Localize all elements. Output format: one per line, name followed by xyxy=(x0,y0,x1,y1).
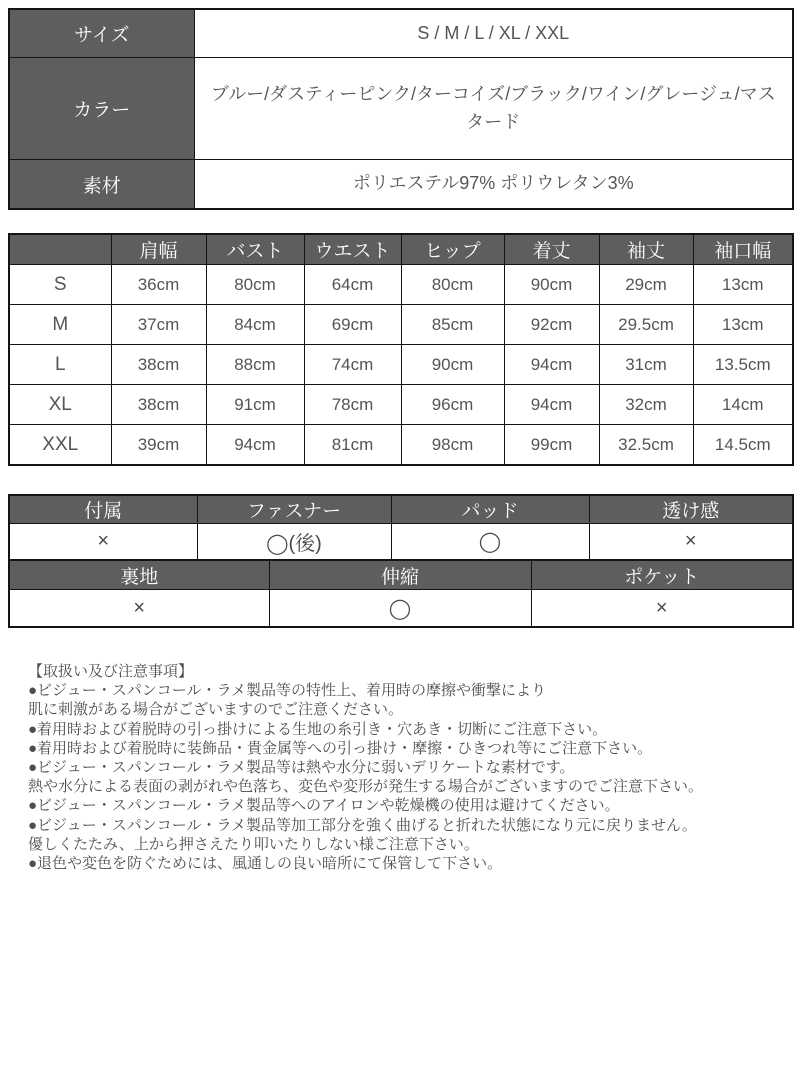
feature-value-fastener: ◯(後) xyxy=(197,524,391,561)
spec-value-color: ブルー/ダスティーピンク/ターコイズ/ブラック/ワイン/グレージュ/マスタード xyxy=(194,58,793,160)
measurement-cell: 29cm xyxy=(599,265,693,305)
measurement-cell: 94cm xyxy=(504,345,599,385)
size-cell: M xyxy=(9,305,111,345)
feature-value-accessory: × xyxy=(9,524,197,561)
feature-value-lining: × xyxy=(9,590,269,628)
column-header-accessory: 付属 xyxy=(9,495,197,524)
column-header-sleeve: 袖丈 xyxy=(599,234,693,265)
features-header-row xyxy=(9,560,793,590)
measurement-cell: 64cm xyxy=(304,265,401,305)
measurement-cell: 74cm xyxy=(304,345,401,385)
feature-value-pocket: × xyxy=(531,590,793,628)
column-header-length: 着丈 xyxy=(504,234,599,265)
measurement-cell: 96cm xyxy=(401,385,504,425)
note-line: ●退色や変色を防ぐためには、風通しの良い暗所にて保管して下さい。 xyxy=(28,855,503,873)
spec-value-material: ポリエステル97% ポリウレタン3% xyxy=(194,160,793,210)
table-row xyxy=(9,58,793,160)
column-header-bust: バスト xyxy=(206,234,304,265)
measurement-cell: 36cm xyxy=(111,265,206,305)
column-header-shoulder: 肩幅 xyxy=(111,234,206,265)
feature-value-stretch: ◯ xyxy=(269,590,531,628)
spec-label-size: サイズ xyxy=(9,9,194,58)
measurement-cell: 94cm xyxy=(206,425,304,466)
measurement-cell: 90cm xyxy=(504,265,599,305)
measurement-cell: 80cm xyxy=(401,265,504,305)
table-row xyxy=(9,345,793,385)
column-header-hip: ヒップ xyxy=(401,234,504,265)
column-header-sheerness: 透け感 xyxy=(589,495,793,524)
measurement-cell: 13.5cm xyxy=(693,345,793,385)
column-header-waist: ウエスト xyxy=(304,234,401,265)
size-cell: L xyxy=(9,345,111,385)
size-cell: S xyxy=(9,265,111,305)
table-row xyxy=(9,305,793,345)
measurement-cell: 94cm xyxy=(504,385,599,425)
measurement-cell: 99cm xyxy=(504,425,599,466)
size-cell: XXL xyxy=(9,425,111,466)
column-header-lining: 裏地 xyxy=(9,560,269,590)
table-row xyxy=(9,265,793,305)
measurement-cell: 29.5cm xyxy=(599,305,693,345)
column-header-pocket: ポケット xyxy=(531,560,793,590)
measurement-cell: 32.5cm xyxy=(599,425,693,466)
measurement-cell: 80cm xyxy=(206,265,304,305)
measurement-cell: 92cm xyxy=(504,305,599,345)
column-header-pad: パッド xyxy=(391,495,589,524)
measurement-cell: 31cm xyxy=(599,345,693,385)
table-row xyxy=(9,9,793,58)
note-line: 熱や水分による表面の剥がれや色落ち、変色や変形が発生する場合がございますのでご注意下さい。 xyxy=(28,778,704,796)
care-notes-title: 【取扱い及び注意事項】 xyxy=(28,663,194,680)
measurements-header-row xyxy=(9,234,793,265)
column-header-empty xyxy=(9,234,111,265)
measurement-cell: 90cm xyxy=(401,345,504,385)
measurement-cell: 98cm xyxy=(401,425,504,466)
note-line: ●ビジュー・スパンコール・ラメ製品等加工部分を強く曲げると折れた状態になり元に戻りません。 xyxy=(28,816,697,834)
table-row xyxy=(9,385,793,425)
measurement-cell: 88cm xyxy=(206,345,304,385)
note-line: ●ビジュー・スパンコール・ラメ製品等は熱や水分に弱いデリケートな素材です。 xyxy=(28,759,575,777)
features-table-1 xyxy=(8,494,794,561)
measurement-cell: 13cm xyxy=(693,265,793,305)
measurement-cell: 85cm xyxy=(401,305,504,345)
spec-summary-table xyxy=(8,8,794,210)
measurement-cell: 84cm xyxy=(206,305,304,345)
measurement-cell: 13cm xyxy=(693,305,793,345)
spec-value-size: S / M / L / XL / XXL xyxy=(194,9,793,58)
product-spec-page xyxy=(0,8,800,1075)
measurements-table xyxy=(8,233,794,466)
measurement-cell: 81cm xyxy=(304,425,401,466)
feature-value-pad: ◯ xyxy=(391,524,589,561)
column-header-cuff: 袖口幅 xyxy=(693,234,793,265)
measurement-cell: 91cm xyxy=(206,385,304,425)
note-line: 肌に刺激がある場合がございますのでご注意ください。 xyxy=(28,701,404,719)
note-line: ●着用時および着脱時に装飾品・貴金属等への引っ掛け・摩擦・ひきつれ等にご注意下さい。 xyxy=(28,739,653,757)
measurement-cell: 14cm xyxy=(693,385,793,425)
measurement-cell: 37cm xyxy=(111,305,206,345)
column-header-stretch: 伸縮 xyxy=(269,560,531,590)
note-line: ●ビジュー・スパンコール・ラメ製品等へのアイロンや乾燥機の使用は避けてください。 xyxy=(28,797,620,815)
measurement-cell: 39cm xyxy=(111,425,206,466)
table-row xyxy=(9,425,793,466)
spec-label-color: カラー xyxy=(9,58,194,160)
measurement-cell: 14.5cm xyxy=(693,425,793,466)
note-line: ●着用時および着脱時の引っ掛けによる生地の糸引き・穴あき・切断にご注意下さい。 xyxy=(28,720,608,738)
spec-label-material: 素材 xyxy=(9,160,194,210)
measurement-cell: 38cm xyxy=(111,385,206,425)
table-row xyxy=(9,160,793,210)
features-header-row xyxy=(9,495,793,524)
measurement-cell: 32cm xyxy=(599,385,693,425)
measurement-cell: 78cm xyxy=(304,385,401,425)
features-table-2 xyxy=(8,559,794,628)
note-line: ●ビジュー・スパンコール・ラメ製品等の特性上、着用時の摩擦や衝撃により xyxy=(28,682,547,700)
table-row xyxy=(9,590,793,628)
care-notes xyxy=(28,662,780,873)
measurement-cell: 38cm xyxy=(111,345,206,385)
table-row xyxy=(9,524,793,561)
note-line: 優しくたたみ、上から押さえたり叩いたりしない様ご注意下さい。 xyxy=(28,835,479,853)
column-header-fastener: ファスナー xyxy=(197,495,391,524)
feature-value-sheerness: × xyxy=(589,524,793,561)
size-cell: XL xyxy=(9,385,111,425)
measurement-cell: 69cm xyxy=(304,305,401,345)
